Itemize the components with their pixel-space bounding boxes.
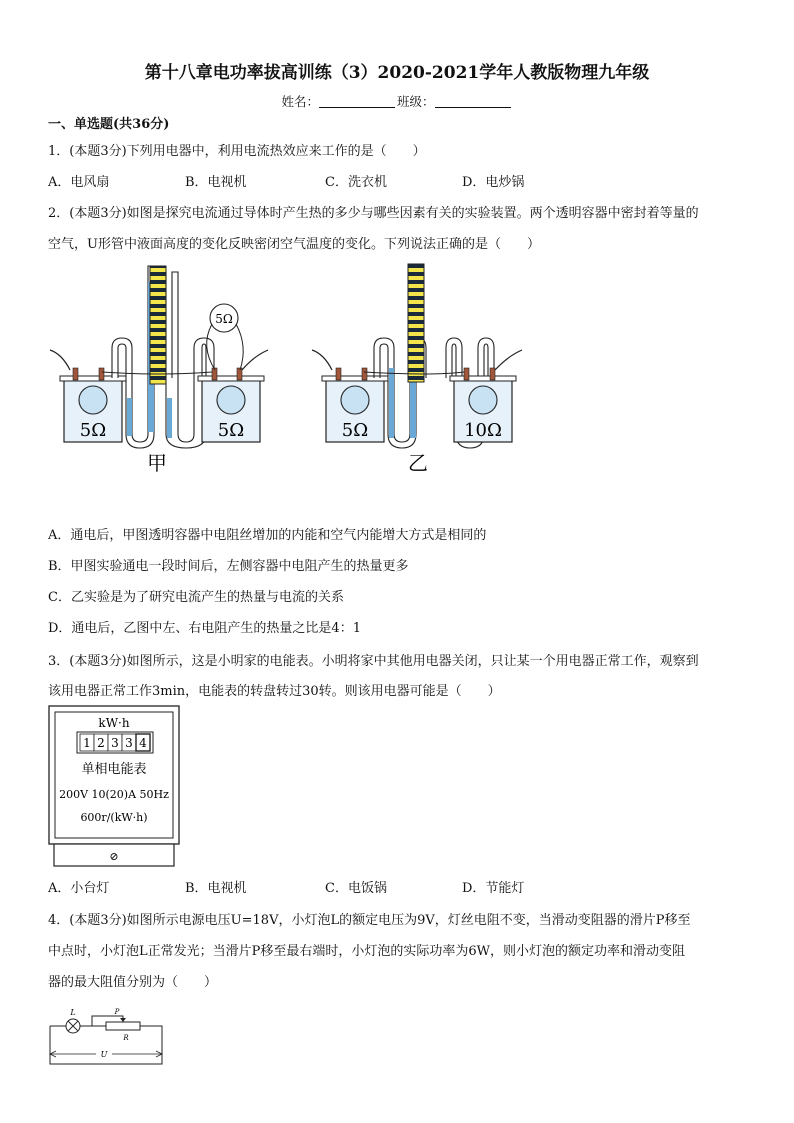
meter-digit-2: 2: [97, 736, 105, 750]
q2-stem-line1: 2．(本题3分)如图是探究电流通过导体时产生热的多少与哪些因素有关的实验装置。两个透明容器中密封着等量的: [48, 206, 699, 221]
jia-caption: 甲: [147, 451, 167, 475]
q1-option-d[interactable]: D．电炒锅: [462, 175, 525, 190]
q3-stem-line1: 3．(本题3分)如图所示，这是小明家的电能表。小明将家中其他用电器关闭，只让某一个用电器正常工作，观察到: [48, 654, 699, 669]
q1-stem: 1．(本题3分)下列用电器中，利用电流热效应来工作的是（ ）: [48, 144, 426, 159]
q3-option-b[interactable]: B．电视机: [185, 881, 247, 896]
meter-spec: 200V 10(20)A 50Hz: [59, 788, 169, 801]
rheostat-label: R: [123, 1034, 129, 1042]
q1-option-a[interactable]: A．电风扇: [48, 175, 110, 190]
meter-digit-1: 1: [83, 736, 91, 750]
jia-outer-resistor-label: 5Ω: [215, 312, 233, 326]
class-blank[interactable]: [435, 95, 511, 108]
slider-label: P: [114, 1008, 120, 1016]
yi-right-resistor-label: 10Ω: [464, 420, 502, 441]
q3-option-a[interactable]: A．小台灯: [48, 881, 110, 896]
meter-rate: 600r/(kW·h): [80, 811, 148, 824]
electricity-meter: [48, 705, 180, 868]
name-class-bar: [0, 92, 794, 110]
meter-name: 单相电能表: [81, 762, 147, 777]
q2-option-b[interactable]: B．甲图实验通电一段时间后，左侧容器中电阻产生的热量更多: [48, 559, 409, 574]
page-title: 第十八章电功率拔高训练（3）2020-2021学年人教版物理九年级: [144, 63, 650, 83]
jia-right-resistor-label: 5Ω: [217, 420, 245, 441]
jia-scale-ruler: [150, 266, 166, 384]
lamp-label: L: [70, 1008, 76, 1017]
meter-unit: kW·h: [98, 716, 130, 730]
name-blank[interactable]: [319, 95, 395, 108]
q1-option-b[interactable]: B．电视机: [185, 175, 247, 190]
class-label: 班级：: [397, 94, 435, 109]
yi-scale-ruler: [408, 264, 424, 382]
q2-stem-line2: 空气，U形管中液面高度的变化反映密闭空气温度的变化。下列说法正确的是（ ）: [48, 237, 540, 252]
name-label: 姓名：: [281, 94, 319, 109]
q4-circuit-diagram: [44, 1002, 169, 1072]
q4-stem-line1: 4．(本题3分)如图所示电源电压U=18V，小灯泡L的额定电压为9V，灯丝电阻不变，当滑动变阻器的滑片P移至: [48, 913, 691, 928]
q2-option-d[interactable]: D．通电后，乙图中左、右电阻产生的热量之比是4：1: [48, 621, 361, 636]
figure-jia: [50, 266, 268, 475]
figure-yi: [312, 264, 522, 475]
yi-caption: 乙: [408, 451, 428, 475]
q3-stem-line2: 该用电器正常工作3min，电能表的转盘转过30转。则该用电器可能是（ ）: [48, 684, 501, 699]
section-heading: 一、单选题(共36分): [48, 117, 170, 132]
source-label: U: [100, 1050, 108, 1059]
meter-digit-4: 3: [125, 736, 133, 750]
q4-stem-line2: 中点时，小灯泡L正常发光；当滑片P移至最右端时，小灯泡的实际功率为6W，则小灯泡的额定功率和滑动变阻: [48, 944, 686, 959]
yi-left-resistor-label: 5Ω: [341, 420, 369, 441]
q4-stem-line3: 器的最大阻值分别为（ ）: [48, 975, 218, 990]
q2-figure: [40, 258, 540, 480]
q1-option-c[interactable]: C．洗衣机: [325, 175, 387, 190]
q2-option-c[interactable]: C．乙实验是为了研究电流产生的热量与电流的关系: [48, 590, 344, 605]
meter-digit-5: 4: [139, 736, 147, 750]
meter-digit-3: 3: [111, 736, 119, 750]
q3-option-c[interactable]: C．电饭锅: [325, 881, 387, 896]
jia-left-resistor-label: 5Ω: [79, 420, 107, 441]
q3-option-d[interactable]: D．节能灯: [462, 881, 525, 896]
rheostat-icon: [106, 1022, 140, 1030]
q2-option-a[interactable]: A．通电后，甲图透明容器中电阻丝增加的内能和空气内能增大方式是相同的: [48, 528, 487, 543]
meter-knob-icon: ⊘: [109, 850, 119, 863]
